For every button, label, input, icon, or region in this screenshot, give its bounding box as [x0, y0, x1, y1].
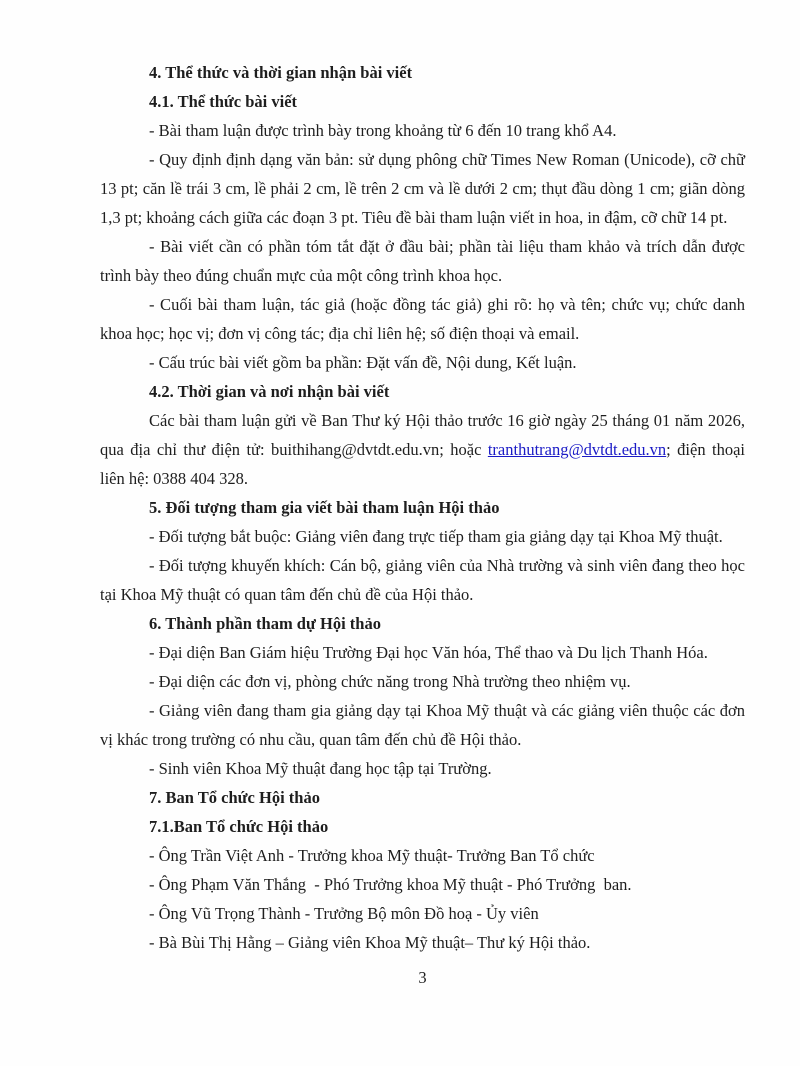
section-7-heading: 7. Ban Tổ chức Hội thảo: [149, 788, 320, 807]
committee-member-1: - Ông Trần Việt Anh - Trưởng khoa Mỹ thuật- Trưởng Ban Tổ chức: [149, 846, 595, 865]
paragraph-attendee-board: - Đại diện Ban Giám hiệu Trường Đại học Văn hóa, Thể thao và Du lịch Thanh Hóa.: [149, 643, 708, 662]
paragraph-required-participants: - Đối tượng bắt buộc: Giảng viên đang trực tiếp tham gia giảng dạy tại Khoa Mỹ thuật.: [149, 527, 723, 546]
committee-member-2: - Ông Phạm Văn Thắng - Phó Trưởng khoa Mỹ thuật - Phó Trưởng ban.: [149, 875, 632, 894]
paragraph-author-info: - Cuối bài tham luận, tác giả (hoặc đồng tác giả) ghi rõ: họ và tên; chức vụ; chức danh khoa học; học vị; đơn vị công tác; địa chỉ liên hệ; số điện thoại và email.: [100, 295, 750, 343]
paragraph-attendee-students: - Sinh viên Khoa Mỹ thuật đang học tập tại Trường.: [149, 759, 492, 778]
paragraph-encouraged-participants: - Đối tượng khuyến khích: Cán bộ, giảng viên của Nhà trường và sinh viên đang theo học tại Khoa Mỹ thuật có quan tâm đến chủ đề của Hội thảo.: [100, 556, 750, 604]
contact-text-after: ; điện thoại liên hệ: 0388 404 328.: [100, 440, 750, 488]
section-6-heading: 6. Thành phần tham dự Hội thảo: [149, 614, 381, 633]
paragraph-submission-contact: [100, 406, 750, 493]
contact-text-before: Các bài tham luận gửi về Ban Thư ký Hội thảo trước 16 giờ ngày 25 tháng 01 năm 2026, qua địa chỉ thư điện tử: buithihang@dvtdt.edu.vn; hoặc: [100, 411, 750, 459]
email-link[interactable]: tranthutrang@dvtdt.edu.vn: [487, 440, 667, 459]
section-4-1-heading: 4.1. Thể thức bài viết: [149, 92, 298, 111]
paragraph-page-count: - Bài tham luận được trình bày trong khoảng từ 6 đến 10 trang khổ A4.: [149, 121, 617, 140]
section-4-heading: 4. Thể thức và thời gian nhận bài viết: [149, 63, 413, 82]
section-7-1-heading: 7.1.Ban Tổ chức Hội thảo: [149, 817, 329, 836]
paragraph-formatting-rules: - Quy định định dạng văn bản: sử dụng phông chữ Times New Roman (Unicode), cỡ chữ 13 pt; căn lề trái 3 cm, lề phải 2 cm, lề trên 2 cm và lề dưới 2 cm; thụt đầu dòng 1 cm; giãn dòng 1,3 pt; khoảng cách giữa các đoạn 3 pt. Tiêu đề bài tham luận viết in hoa, in đậm, cỡ chữ 14 pt.: [100, 150, 750, 227]
paragraph-attendee-units: - Đại diện các đơn vị, phòng chức năng trong Nhà trường theo nhiệm vụ.: [149, 672, 631, 691]
section-4-2-heading: 4.2. Thời gian và nơi nhận bài viết: [149, 382, 390, 401]
paragraph-article-structure: - Cấu trúc bài viết gồm ba phần: Đặt vấn đề, Nội dung, Kết luận.: [149, 353, 577, 372]
paragraph-abstract-references: - Bài viết cần có phần tóm tắt đặt ở đầu bài; phần tài liệu tham khảo và trích dẫn được trình bày theo đúng chuẩn mực của một công trình khoa học.: [100, 237, 750, 285]
section-5-heading: 5. Đối tượng tham gia viết bài tham luận Hội thảo: [149, 498, 500, 517]
paragraph-attendee-lecturers: - Giảng viên đang tham gia giảng dạy tại Khoa Mỹ thuật và các giảng viên thuộc các đơn vị khác trong trường có nhu cầu, quan tâm đến chủ đề Hội thảo.: [100, 701, 750, 749]
committee-member-3: - Ông Vũ Trọng Thành - Trưởng Bộ môn Đồ hoạ - Ủy viên: [149, 904, 539, 923]
page-number: 3: [418, 968, 427, 987]
committee-member-4: - Bà Bùi Thị Hằng – Giảng viên Khoa Mỹ thuật– Thư ký Hội thảo.: [149, 933, 591, 952]
